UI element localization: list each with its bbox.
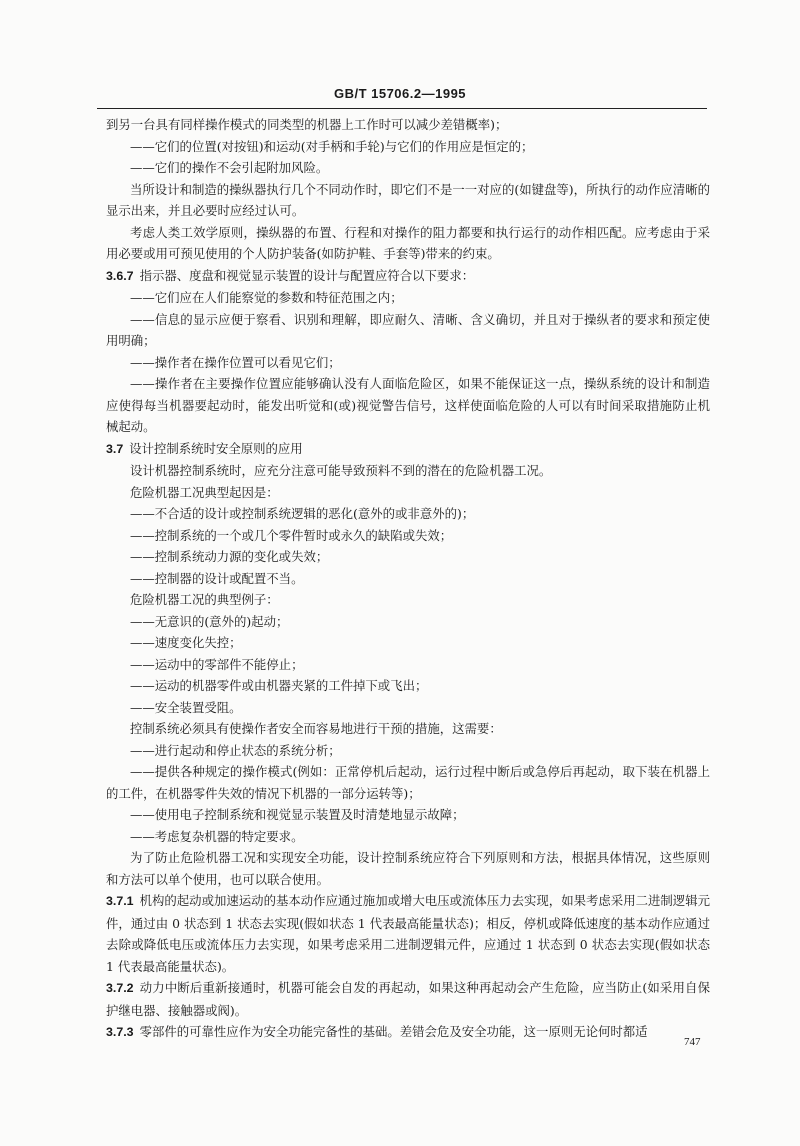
paragraph: ——运动的机器零件或由机器夹紧的工件掉下或飞出；: [130, 678, 428, 693]
page-number: 747: [684, 1036, 701, 1048]
paragraph: ——进行起动和停止状态的系统分析；: [130, 742, 341, 758]
standard-header: GB/T 15706.2—1995: [333, 86, 467, 101]
paragraph: ——信息的显示应便于察看、识别和理解，即应耐久、清晰、含义确切，并且对于操纵者的要求和预定使用明确；: [106, 311, 710, 348]
section-text: 动力中断后重新接通时，机器可能会自发的再起动，如果这种再起动会产生危险，应当防止(如采用自保护继电器、接触器或阀)。: [106, 980, 710, 1018]
paragraph: 危险机器工况的典型例子：: [130, 592, 279, 607]
section-number: 3.7.3: [106, 1025, 134, 1039]
paragraph: 危险机器工况典型起因是：: [130, 484, 279, 500]
section-3-7-3: [106, 1021, 710, 1044]
section-number: 3.7.1: [106, 894, 134, 908]
paragraph: ——无意识的(意外的)起动；: [130, 613, 289, 629]
paragraph: 到另一台具有同样操作模式的同类型的机器上工作时可以减少差错概率)；: [106, 117, 508, 132]
paragraph: ——不合适的设计或控制系统逻辑的恶化(意外的或非意外的)；: [130, 506, 475, 521]
section-3-6-7: [106, 265, 710, 288]
section-number: 3.7: [106, 441, 124, 456]
section-text: 机构的起动或加速运动的基本动作应通过施加或增大电压或流体压力去实现，如果考虑采用二进制逻辑元件，通过由 0 状态到 1 状态去实现(假如状态 1 代表最高能量状态)；相反，停机或降低速度的基本动作应通过去除或降低电压或流体压力去实现，如果考虑采用二进制逻辑元件，应通过 1 状态到 0 状态去实现(假如状态 1 代表最高能量状态)。: [106, 893, 710, 974]
paragraph: ——操作者在操作位置可以看见它们；: [130, 354, 341, 370]
paragraph: 设计机器控制系统时，应充分注意可能导致预料不到的潜在的危险机器工况。: [130, 463, 552, 478]
paragraph: ——控制器的设计或配置不当。: [130, 570, 304, 586]
paragraph: ——它们的操作不会引起附加风险。: [130, 160, 329, 175]
paragraph: 考虑人类工效学原则，操纵器的布置、行程和对操作的阻力都要和执行运行的动作相匹配。应考虑由于采用必要或用可预见使用的个人防护装备(如防护鞋、手套等)带来的约束。: [106, 224, 710, 261]
section-3-7-1: [106, 890, 710, 977]
paragraph: ——速度变化失控；: [130, 635, 242, 650]
section-number: 3.6.7: [106, 268, 134, 283]
paragraph: ——运动中的零部件不能停止；: [130, 656, 304, 672]
section-3-7-2: [106, 977, 710, 1021]
section-text: 零部件的可靠性应作为安全功能完备性的基础。差错会危及安全功能，这一原则无论何时都适: [139, 1024, 648, 1039]
section-3-7: [106, 438, 710, 461]
paragraph: 控制系统必须具有使操作者安全而容易地进行干预的措施，这需要：: [130, 721, 502, 736]
paragraph: ——操作者在主要操作位置应能够确认没有人面临危险区，如果不能保证这一点，操纵系统的设计和制造应使得每当机器要起动时，能发出听觉和(或)视觉警告信号，这样使面临危险的人可以有时间采取措施防止机械起动。: [106, 376, 710, 434]
body-text: [106, 114, 710, 1044]
paragraph: ——使用电子控制系统和视觉显示装置及时清楚地显示故障；: [130, 807, 465, 822]
paragraph: 当所设计和制造的操纵器执行几个不同动作时，即它们不是一一对应的(如键盘等)，所执行的动作应清晰的显示出来，并且必要时应经过认可。: [106, 181, 710, 218]
paragraph: 为了防止危险机器工况和实现安全功能，设计控制系统应符合下列原则和方法，根据具体情况，这些原则和方法可以单个使用，也可以联合使用。: [106, 850, 710, 887]
paragraph: ——它们的位置(对按钮)和运动(对手柄和手轮)与它们的作用应是恒定的；: [130, 138, 534, 154]
paragraph: ——控制系统的一个或几个零件暂时或永久的缺陷或失效；: [130, 527, 453, 543]
section-text: 指示器、度盘和视觉显示装置的设计与配置应符合以下要求：: [139, 267, 475, 283]
paragraph: ——考虑复杂机器的特定要求。: [130, 828, 304, 844]
section-number: 3.7.2: [106, 981, 134, 995]
paragraph: ——控制系统动力源的变化或失效；: [130, 549, 329, 564]
section-title: 设计控制系统时安全原则的应用: [129, 440, 303, 456]
paragraph: ——它们应在人们能察觉的参数和特征范围之内；: [130, 290, 403, 305]
header-rule: [97, 108, 707, 109]
paragraph: ——安全装置受阻。: [130, 699, 242, 715]
paragraph: ——提供各种规定的操作模式(例如：正常停机后起动，运行过程中断后或急停后再起动，取下装在机器上的工件，在机器零件失效的情况下机器的一部分运转等)；: [106, 764, 710, 801]
